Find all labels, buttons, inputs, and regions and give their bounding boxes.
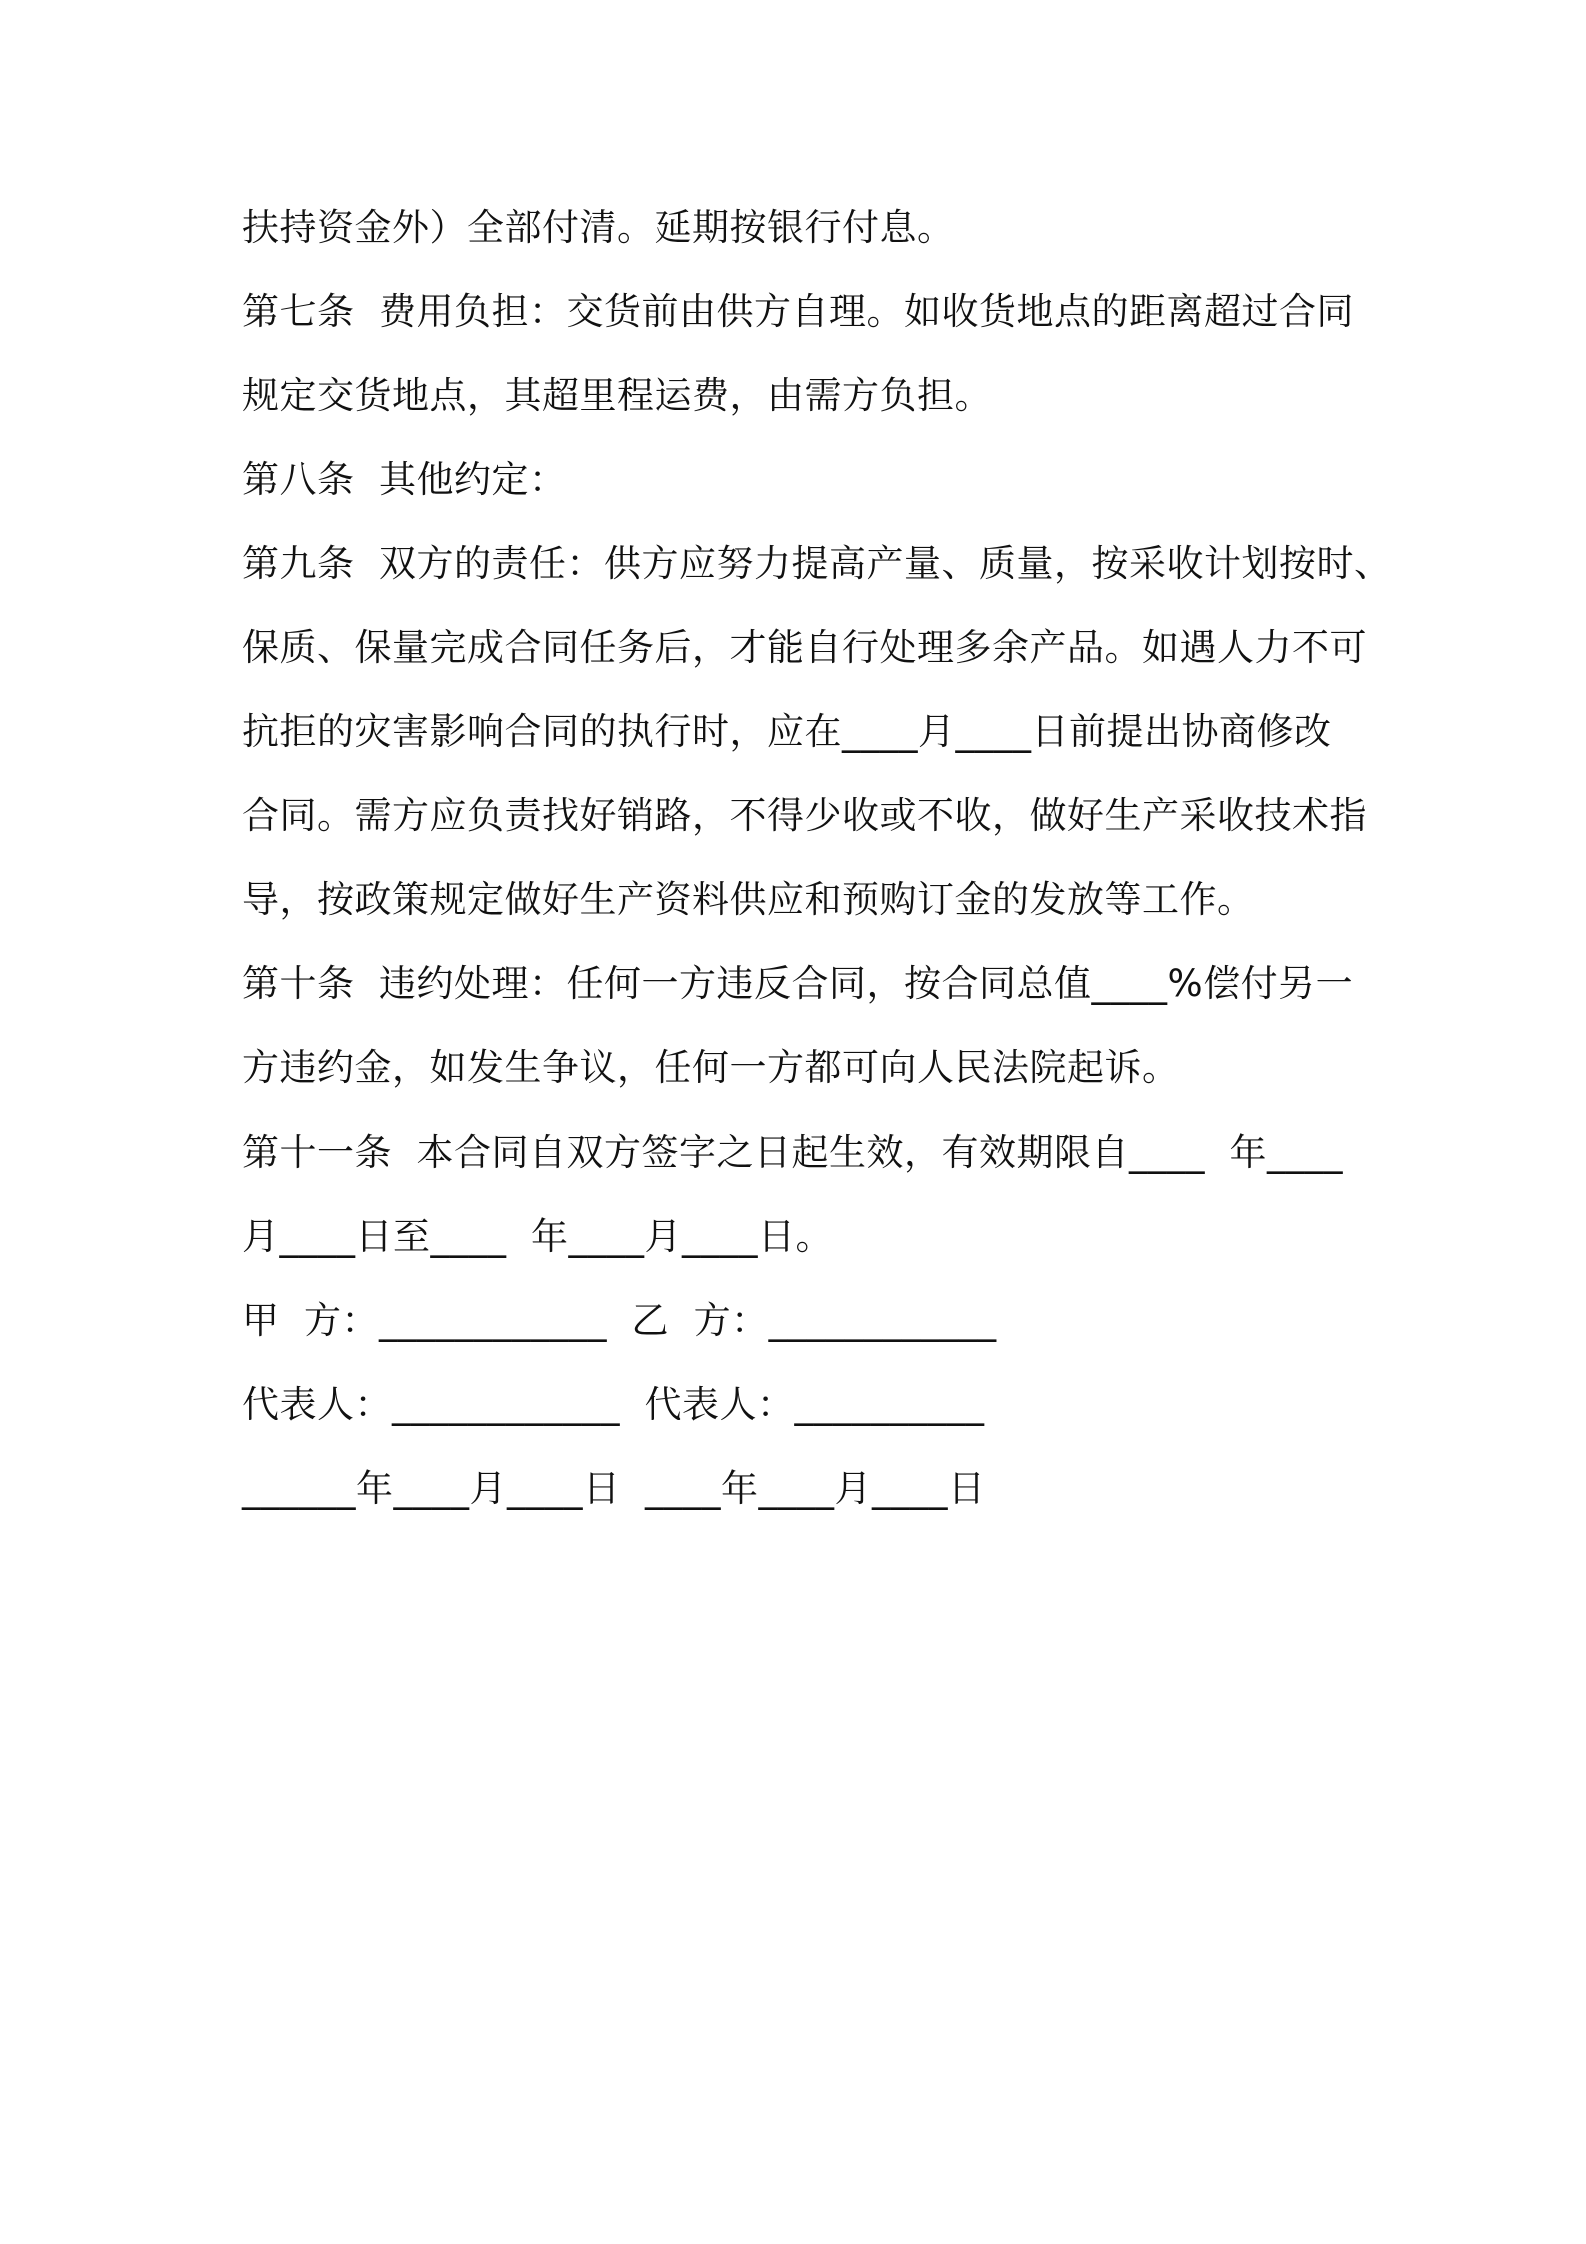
text-line-article-9-cont-1: 保质、保量完成合同任务后，才能自行处理多余产品。如遇人力不可 [242, 626, 1367, 669]
signature-date-line: ______年____月____日 ____年____月____日 [242, 1467, 986, 1510]
text-line-funding-clause-end: 扶持资金外）全部付清。延期按银行付息。 [242, 206, 955, 249]
text-line-article-7: 第七条 费用负担：交货前由供方自理。如收货地点的距离超过合同 [242, 290, 1355, 333]
text-line-article-9-cont-3: 合同。需方应负责找好销路，不得少收或不收，做好生产采收技术指 [242, 794, 1367, 837]
text-line-article-11: 第十一条 本合同自双方签字之日起生效，有效期限自____ 年____ [242, 1131, 1344, 1174]
signature-representative-line: 代表人：____________ 代表人：__________ [242, 1383, 985, 1426]
text-line-article-10: 第十条 违约处理：任何一方违反合同，按合同总值____%偿付另一 [242, 962, 1354, 1005]
signature-party-line: 甲 方：____________ 乙 方：____________ [242, 1299, 997, 1342]
text-line-article-7-cont: 规定交货地点，其超里程运费，由需方负担。 [242, 374, 992, 417]
text-line-article-10-cont: 方违约金，如发生争议，任何一方都可向人民法院起诉。 [242, 1046, 1180, 1089]
text-line-article-11-cont: 月____日至____ 年____月____日。 [242, 1215, 834, 1258]
text-line-article-8: 第八条 其他约定： [242, 458, 567, 501]
text-line-article-9-cont-2: 抗拒的灾害影响合同的执行时，应在____月____日前提出协商修改 [242, 710, 1332, 753]
text-line-article-9: 第九条 双方的责任：供方应努力提高产量、质量，按采收计划按时、 [242, 542, 1392, 585]
text-line-article-9-cont-4: 导，按政策规定做好生产资料供应和预购订金的发放等工作。 [242, 878, 1255, 921]
